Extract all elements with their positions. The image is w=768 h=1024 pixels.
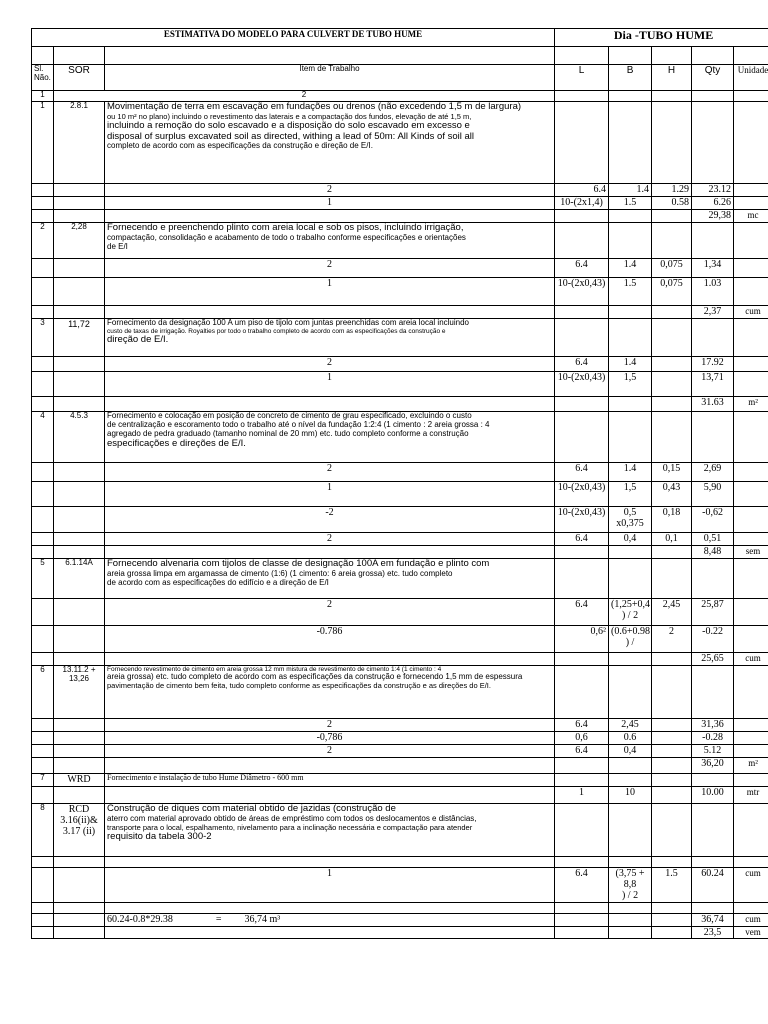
- row-h: [652, 745, 692, 758]
- item-6-total: 36,20: [692, 758, 734, 774]
- row-count: 2: [105, 599, 555, 626]
- row-qty: 1.03: [692, 278, 734, 306]
- estimate-table: [31, 28, 768, 939]
- table-row: [32, 745, 768, 758]
- row-l: 1: [555, 787, 609, 804]
- row-h: 2,45: [652, 599, 692, 626]
- table-row: [32, 599, 768, 626]
- item-5-desc-row: [32, 559, 768, 599]
- item-3-unit: m²: [734, 397, 768, 412]
- item-4-sl: 4: [32, 412, 54, 463]
- row-b: 0,5 x0,375: [609, 507, 652, 533]
- item-2-sl: 2: [32, 223, 54, 259]
- item-1-sor: 2.8.1: [54, 102, 105, 184]
- row-qty: 13,71: [692, 372, 734, 397]
- row-b: 2,45: [609, 719, 652, 732]
- calc-row: [32, 913, 768, 926]
- row-count: 1: [105, 482, 555, 507]
- item-3-total: 31.63: [692, 397, 734, 412]
- calc-expr: 60.24-0.8*29.38: [107, 913, 173, 925]
- row-qty: -0.22: [692, 626, 734, 653]
- item-8-sl: 8: [32, 804, 54, 857]
- item-3-desc-line: Fornecimento da designação 100 A um piso de tijolo com juntas preenchidas com areia local incluindo: [107, 318, 469, 327]
- item-4-desc-line: de centralização e escoramento todo o trabalho até o nível da fundação 1:2:4 (1 cimento : 2 areia grossa : 4: [107, 419, 490, 429]
- row-b: 0.6: [609, 732, 652, 745]
- row-l: 6.4: [555, 259, 609, 278]
- table-row: [32, 626, 768, 653]
- row-h: 0,1: [652, 533, 692, 546]
- item-7-sl: 7: [32, 774, 54, 787]
- row-qty: 25,87: [692, 599, 734, 626]
- row-count: 1: [105, 372, 555, 397]
- row-l: 6.4: [555, 745, 609, 758]
- calc-qty: 36,74: [692, 913, 734, 926]
- item-1-desc-line: incluindo a remoção do solo escavado e a disposição do solo escavado em excesso e: [107, 120, 470, 132]
- row-h: 0,075: [652, 259, 692, 278]
- row-count: 2: [105, 357, 555, 372]
- row-count: 1: [105, 868, 555, 903]
- item-6-desc-row: [32, 666, 768, 719]
- total-row: [32, 306, 768, 319]
- col-l: L: [555, 65, 609, 91]
- item-6-desc-line: areia grossa) etc. tudo completo de acordo com as especificações da construção e fornecendo 1,5 mm de espessura: [107, 672, 523, 682]
- item-5-sl: 5: [32, 559, 54, 599]
- item-6-desc: [105, 666, 555, 719]
- row-b: 1,5: [609, 372, 652, 397]
- row-l: 10-(2x0,43): [555, 278, 609, 306]
- item-5-desc: [105, 559, 555, 599]
- total-row: [32, 546, 768, 559]
- row-b: 1.4: [609, 463, 652, 482]
- row-count: -0.786: [105, 626, 555, 653]
- row-h: [652, 372, 692, 397]
- col-item: Item de Trabalho: [105, 65, 555, 91]
- item-5-desc-line: areia grossa limpa em argamassa de cimento (1:6) (1 cimento: 6 areia grossa) etc. tudo completo: [107, 568, 453, 578]
- row-h: 1.29: [652, 184, 692, 197]
- table-row: [32, 533, 768, 546]
- row-b: 0,4: [609, 745, 652, 758]
- row-qty: 1,34: [692, 259, 734, 278]
- row-count: 2: [105, 719, 555, 732]
- row-l: 6.4: [555, 533, 609, 546]
- item-3-desc-row: [32, 319, 768, 357]
- row-qty: 5,90: [692, 482, 734, 507]
- row-count: 2: [105, 745, 555, 758]
- item-3-desc-line: direção de E/I.: [107, 334, 169, 346]
- row-b: (1,25+0,4 ) / 2: [609, 599, 652, 626]
- row-h: 0,18: [652, 507, 692, 533]
- row-h: [652, 719, 692, 732]
- item-1-desc: [105, 102, 555, 184]
- row-b: (3,75 + 8,8 ) / 2: [609, 868, 652, 903]
- item-4-unit: sem: [734, 546, 768, 559]
- row-qty: 0,51: [692, 533, 734, 546]
- item-1-desc-line: Movimentação de terra em escavação em fundações ou drenos (não excedendo 1,5 m de largura): [107, 101, 522, 112]
- row-b: 1,5: [609, 482, 652, 507]
- item-6-sor: 13.11.2 + 13,26: [54, 666, 105, 719]
- item-6-desc-line: Fornecendo revestimento de cimento em areia grossa 12 mm mistura de revestimento de cimento 1:4 (1 cimento : 4: [107, 666, 442, 673]
- table-row: [32, 787, 768, 804]
- item-2-sor: 2,28: [54, 223, 105, 259]
- row-qty: 31,36: [692, 719, 734, 732]
- row-count: 2: [105, 533, 555, 546]
- total-row: [32, 653, 768, 666]
- row-h: [652, 357, 692, 372]
- item-4-desc-line: especificações e direções de E/I.: [107, 437, 246, 449]
- sheet-title: ESTIMATIVA DO MODELO PARA CULVERT DE TUBO HUME: [32, 29, 555, 47]
- row-l: 10-(2x0,43): [555, 372, 609, 397]
- row-qty: -0,62: [692, 507, 734, 533]
- row-qty: 23.12: [692, 184, 734, 197]
- item-2-desc-row: [32, 223, 768, 259]
- row-h: [652, 732, 692, 745]
- item-8-desc-row: [32, 804, 768, 857]
- col-qty: Qty: [692, 65, 734, 91]
- item-4-sor: 4.5.3: [54, 412, 105, 463]
- item-4-desc-line: Fornecimento e colocação em posição de concreto de cimento de grau especificado, excluindo o custo: [107, 411, 472, 420]
- item-5-desc-line: Fornecendo alvenaria com tijolos de classe de designação 100A em fundação e plinto com: [107, 558, 490, 569]
- row-l: 6.4: [555, 357, 609, 372]
- item-8-desc-line: requisito da tabela 300-2: [107, 830, 212, 842]
- row-l: 0,6: [555, 732, 609, 745]
- row-count: 2: [105, 184, 555, 197]
- row-count: -0,786: [105, 732, 555, 745]
- row-l: 0,6²: [555, 626, 609, 653]
- row-count: 1: [105, 197, 555, 210]
- col-b: B: [609, 65, 652, 91]
- item-2-desc-line: de E/I: [107, 241, 128, 251]
- row-count: [105, 787, 555, 804]
- item-1-desc-row: [32, 102, 768, 184]
- item-2-total: 2,37: [692, 306, 734, 319]
- item-5-total: 25,65: [692, 653, 734, 666]
- row-qty: -0.28: [692, 732, 734, 745]
- item-3-desc-line: custo de taxas de irrigação. Royalties por todo o trabalho completo de acordo com as especificações da construção e: [107, 327, 446, 335]
- item-1-desc-line: completo de acordo com as especificações da construção e direção de E/I.: [107, 141, 373, 151]
- col-sor: SOR: [54, 65, 105, 91]
- calc-cell: [105, 913, 555, 926]
- row-qty: 10.00: [692, 787, 734, 804]
- item-5-unit: cum: [734, 653, 768, 666]
- dia-title: Dia -TUBO HUME: [555, 29, 768, 47]
- table-row: [32, 197, 768, 210]
- row-count: -2: [105, 507, 555, 533]
- item-4-desc-row: [32, 412, 768, 463]
- row-l: 10-(2x0,43): [555, 482, 609, 507]
- table-row: [32, 868, 768, 903]
- item-3-sor: 11,72: [54, 319, 105, 357]
- calc-eq: =: [215, 913, 222, 925]
- item-2-desc-line: compactação, consolidação e acabamento de todo o trabalho conforme especificações e orientações: [107, 232, 466, 242]
- row-h: 0,43: [652, 482, 692, 507]
- item-1-unit: mc: [734, 210, 768, 223]
- row-l: 10-(2x0,43): [555, 507, 609, 533]
- row-l: 6.4: [555, 868, 609, 903]
- item-6-unit: m²: [734, 758, 768, 774]
- row-b: 1.5: [609, 197, 652, 210]
- row-l: 6.4: [555, 463, 609, 482]
- item-7-desc: Fornecimento e instalação de tubo Hume Diâmetro - 600 mm: [105, 774, 555, 787]
- item-8-sor: RCD 3.16(ii)& 3.17 (ii): [54, 804, 105, 857]
- item-6-sl: 6: [32, 666, 54, 719]
- calc-result: 36,74 m³: [244, 913, 281, 925]
- row-b: (0.6+0.98 ) /: [609, 626, 652, 653]
- item-8-desc-line: aterro com material aprovado obtido de áreas de empréstimo com todos os deslocamentos e distâncias,: [107, 813, 477, 823]
- item-8-unit: cum: [734, 868, 768, 903]
- row-h: 0.58: [652, 197, 692, 210]
- item-8-desc-line: Construção de diques com material obtido de jazidas (construção de: [107, 803, 396, 814]
- table-row: [32, 278, 768, 306]
- table-row: [32, 259, 768, 278]
- row-qty: 17.92: [692, 357, 734, 372]
- item-1-total: 29,38: [692, 210, 734, 223]
- final-unit: vem: [734, 926, 768, 938]
- item-7-unit: mtr: [734, 787, 768, 804]
- item-8-desc: [105, 804, 555, 857]
- row-h: 0,075: [652, 278, 692, 306]
- item-3-sl: 3: [32, 319, 54, 357]
- row-h: [652, 787, 692, 804]
- table-row: [32, 357, 768, 372]
- row-l: 6.4: [555, 719, 609, 732]
- row-qty: 5.12: [692, 745, 734, 758]
- row-b: 1.4: [609, 259, 652, 278]
- table-row: [32, 482, 768, 507]
- table-row: [32, 463, 768, 482]
- table-row: [32, 184, 768, 197]
- row-count: 2: [105, 463, 555, 482]
- row-b: 0,4: [609, 533, 652, 546]
- item-5-sor: 6.1.14A: [54, 559, 105, 599]
- total-row: [32, 758, 768, 774]
- row-h: 2: [652, 626, 692, 653]
- item-7-desc-row: [32, 774, 768, 787]
- row-qty: 2,69: [692, 463, 734, 482]
- total-row: [32, 397, 768, 412]
- row-h: 0,15: [652, 463, 692, 482]
- item-4-desc-line: agregado de pedra graduado (tamanho nominal de 20 mm) etc. tudo completo conforme a construção: [107, 428, 469, 438]
- item-7-sor: WRD: [54, 774, 105, 787]
- row-b: 1.4: [609, 184, 652, 197]
- index-1: 1: [32, 91, 54, 102]
- final-row: [32, 926, 768, 938]
- final-qty: 23,5: [692, 926, 734, 938]
- table-row: [32, 732, 768, 745]
- item-8-desc-line: transporte para o local, espalhamento, nivelamento para a inclinação necessária e compactação para atender: [107, 822, 473, 832]
- row-qty: 60.24: [692, 868, 734, 903]
- col-unit: Unidade: [734, 65, 768, 91]
- table-row: [32, 372, 768, 397]
- row-b: 1.5: [609, 278, 652, 306]
- total-row: [32, 210, 768, 223]
- item-5-desc-line: de acordo com as especificações do edifício e a direção de E/I: [107, 577, 329, 587]
- item-2-unit: cum: [734, 306, 768, 319]
- row-b: 1.4: [609, 357, 652, 372]
- row-l: 10-(2x1,4): [555, 197, 609, 210]
- row-l: 6.4: [555, 599, 609, 626]
- item-4-total: 8,48: [692, 546, 734, 559]
- item-2-desc: [105, 223, 555, 259]
- table-row: [32, 719, 768, 732]
- table-row: [32, 507, 768, 533]
- index-2: 2: [54, 91, 555, 102]
- row-count: 2: [105, 259, 555, 278]
- row-l: 6.4: [555, 184, 609, 197]
- item-1-desc-line: ou 10 m² no plano) incluindo o revestimento das laterais e a compactação dos fundos, elevação de até 1,5 m,: [107, 111, 472, 121]
- row-count: 1: [105, 278, 555, 306]
- item-3-desc: [105, 319, 555, 357]
- item-2-desc-line: Fornecendo e preenchendo plinto com areia local e sob os pisos, incluindo irrigação,: [107, 222, 464, 233]
- item-1-desc-line: disposal of surplus excavated soil as directed, withing a lead of 50m: All Kinds of soil all: [107, 130, 475, 142]
- row-h: 1.5: [652, 868, 692, 903]
- calc-unit: cum: [734, 913, 768, 926]
- item-4-desc: [105, 412, 555, 463]
- col-h: H: [652, 65, 692, 91]
- col-slno: Sl. Não.: [32, 65, 54, 91]
- item-6-desc-line: pavimentação de cimento bem feita, tudo completo conforme as especificações da construção e as direções do E/I.: [107, 681, 491, 691]
- item-1-sl: 1: [32, 102, 54, 184]
- row-b: 10: [609, 787, 652, 804]
- row-qty: 6.26: [692, 197, 734, 210]
